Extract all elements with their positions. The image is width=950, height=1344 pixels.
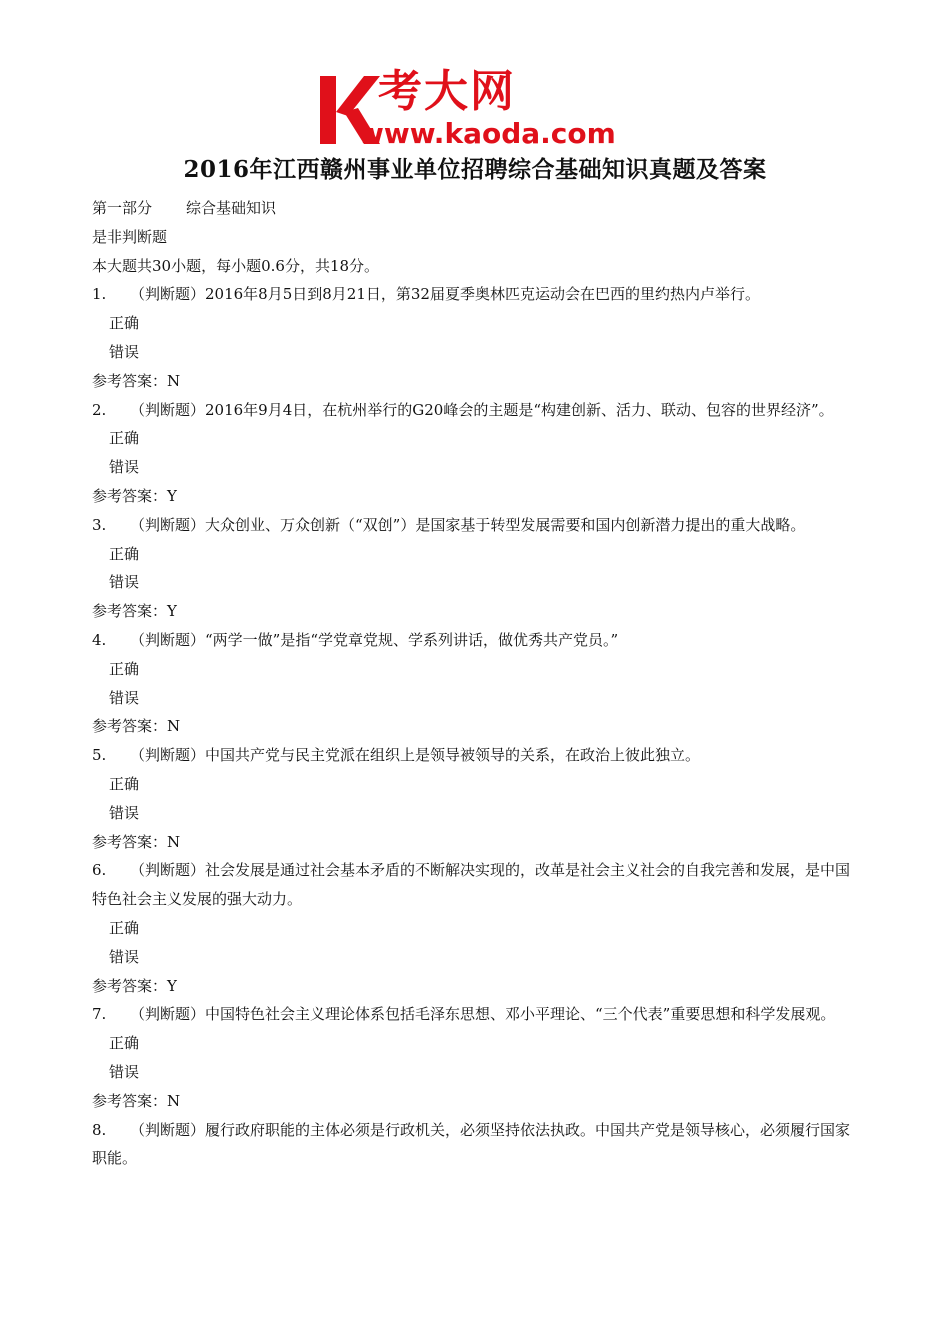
question-text (92, 626, 862, 655)
question-stem: （判断题）2016年9月4日，在杭州举行的G20峰会的主题是“构建创新、活力、联动、包容的世界经济”。 (130, 400, 834, 419)
question-number: 7. (92, 1005, 107, 1024)
option-true: 正确 (109, 1034, 140, 1053)
reference-answer: 参考答案：Y (92, 602, 177, 621)
question-number: 4. (92, 630, 107, 649)
option-true: 正确 (109, 429, 140, 448)
question-text (92, 280, 862, 309)
option-false: 错误 (109, 1062, 140, 1081)
question-6 (92, 856, 862, 1000)
question-number: 5. (92, 746, 107, 765)
document-body (92, 194, 862, 1173)
question-text (92, 741, 862, 770)
question-stem: （判断题）大众创业、万众创新（“双创”）是国家基于转型发展需要和国内创新潜力提出的重大战略。 (130, 515, 806, 534)
question-8 (92, 1116, 862, 1174)
reference-answer: 参考答案：Y (92, 976, 177, 995)
question-number: 8. (92, 1120, 107, 1139)
question-3 (92, 511, 862, 626)
question-text (92, 396, 862, 425)
instructions: 本大题共30小题，每小题0.6分，共18分。 (92, 256, 380, 275)
reference-answer: 参考答案：N (92, 717, 181, 736)
question-stem: （判断题）中国共产党与民主党派在组织上是领导被领导的关系，在政治上彼此独立。 (130, 746, 701, 765)
question-4 (92, 626, 862, 741)
question-stem: （判断题）社会发展是通过社会基本矛盾的不断解决实现的，改革是社会主义社会的自我完善和发展，是中国特色社会主义发展的强大动力。 (92, 861, 851, 909)
option-false: 错误 (109, 573, 140, 592)
question-stem: （判断题）2016年8月5日到8月21日，第32届夏季奥林匹克运动会在巴西的里约热内卢举行。 (130, 285, 760, 304)
document-title: 2016年江西赣州事业单位招聘综合基础知识真题及答案 (183, 156, 767, 183)
question-number: 6. (92, 861, 107, 880)
kaoda-logo (318, 66, 648, 154)
option-false: 错误 (109, 688, 140, 707)
option-false: 错误 (109, 803, 140, 822)
option-false: 错误 (109, 342, 140, 361)
reference-answer: 参考答案：Y (92, 486, 177, 505)
reference-answer: 参考答案：N (92, 371, 181, 390)
question-number: 2. (92, 400, 107, 419)
logo-url-text: www.kaoda.com (358, 117, 616, 150)
question-text (92, 511, 862, 540)
logo-brand-text: 考大网 (378, 66, 516, 117)
option-true: 正确 (109, 918, 140, 937)
question-stem: （判断题）中国特色社会主义理论体系包括毛泽东思想、邓小平理论、“三个代表”重要思想和科学发展观。 (130, 1005, 836, 1024)
question-7 (92, 1000, 862, 1115)
question-text (92, 1116, 862, 1174)
section-part: 第一部分 (92, 199, 153, 217)
section-name: 综合基础知识 (186, 199, 277, 217)
question-text (92, 1000, 862, 1029)
question-5 (92, 741, 862, 856)
question-text (92, 856, 862, 914)
question-stem: （判断题）“两学一做”是指“学党章党规、学系列讲话，做优秀共产党员。” (130, 630, 619, 649)
option-true: 正确 (109, 544, 140, 563)
section-heading (92, 194, 862, 223)
option-true: 正确 (109, 774, 140, 793)
question-type: 是非判断题 (92, 227, 168, 246)
option-false: 错误 (109, 458, 140, 477)
option-false: 错误 (109, 947, 140, 966)
question-number: 1. (92, 285, 107, 304)
question-1 (92, 280, 862, 395)
question-number: 3. (92, 515, 107, 534)
option-true: 正确 (109, 659, 140, 678)
reference-answer: 参考答案：N (92, 1091, 181, 1110)
question-2 (92, 396, 862, 511)
option-true: 正确 (109, 314, 140, 333)
question-stem: （判断题）履行政府职能的主体必须是行政机关，必须坚持依法执政。中国共产党是领导核心，必须履行国家职能。 (92, 1120, 851, 1168)
reference-answer: 参考答案：N (92, 832, 181, 851)
